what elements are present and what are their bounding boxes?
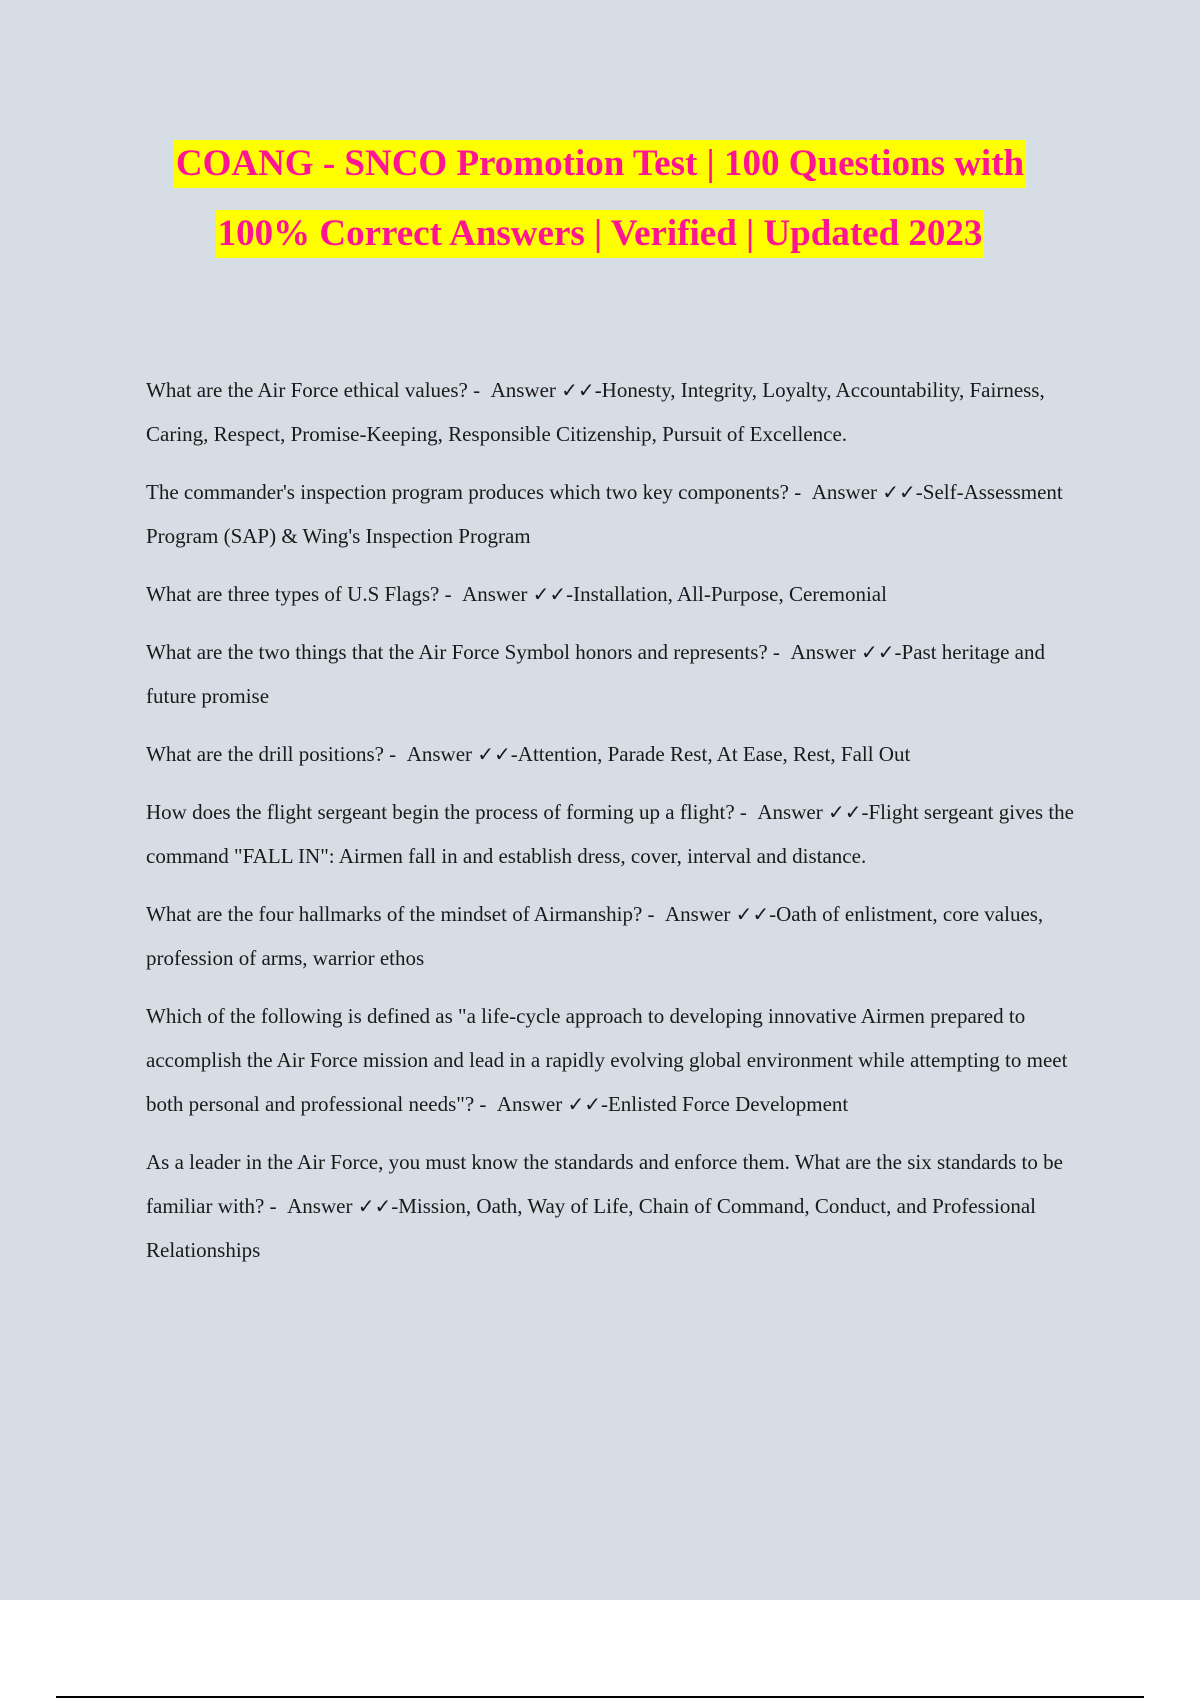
question-text: What are the drill positions? - xyxy=(146,742,402,766)
title-line-2: 100% Correct Answers | Verified | Updated 2023 xyxy=(216,210,985,258)
question-text: How does the flight sergeant begin the process of forming up a flight? - xyxy=(146,800,753,824)
answer-label: Answer xyxy=(496,1092,563,1116)
double-check-icon: ✓✓ xyxy=(861,640,895,664)
answer-label: Answer xyxy=(790,640,856,664)
double-check-icon: ✓✓ xyxy=(735,902,770,926)
qa-list xyxy=(146,368,1096,1286)
double-check-icon: ✓✓ xyxy=(532,582,567,606)
answer-label: Answer xyxy=(462,582,528,606)
answer-label: Answer xyxy=(406,742,473,766)
double-check-icon: ✓✓ xyxy=(567,1092,601,1116)
question-text: What are three types of U.S Flags? - xyxy=(146,582,457,606)
answer-text: -Flight sergeant gives the command "FALL IN": Airmen fall in and establish dress, cover, interval and distance. xyxy=(146,800,1074,868)
answer-text: -Mission, Oath, Way of Life, Chain of Command, Conduct, and Professional Relationships xyxy=(146,1194,1036,1262)
question-text: As a leader in the Air Force, you must know the standards and enforce them. What are the six standards to be familiar with? - xyxy=(146,1150,1063,1218)
question-text: The commander's inspection program produces which two key components? - xyxy=(146,480,807,504)
double-check-icon: ✓✓ xyxy=(357,1194,392,1218)
qa-item xyxy=(146,790,1096,878)
qa-item xyxy=(146,630,1096,718)
qa-item xyxy=(146,470,1096,558)
qa-item xyxy=(146,994,1096,1126)
title-line-1: COANG - SNCO Promotion Test | 100 Questions with xyxy=(174,140,1026,188)
document-title xyxy=(0,140,1200,280)
answer-text: -Attention, Parade Rest, At Ease, Rest, Fall Out xyxy=(510,742,911,766)
answer-label: Answer xyxy=(757,800,823,824)
qa-item xyxy=(146,368,1096,456)
answer-text: -Past heritage and future promise xyxy=(146,640,1045,708)
answer-text: -Installation, All-Purpose, Ceremonial xyxy=(566,582,887,606)
qa-item xyxy=(146,1140,1096,1272)
question-text: What are the four hallmarks of the mindset of Airmanship? - xyxy=(146,902,660,926)
answer-text: -Honesty, Integrity, Loyalty, Accountability, Fairness, Caring, Respect, Promise-Keeping, Responsible Citizenship, Pursuit of Excellence. xyxy=(146,378,1045,446)
question-text: Which of the following is defined as "a life-cycle approach to developing innovative Airmen prepared to accomplish the Air Force mission and lead in a rapidly evolving global environment while attempting to meet both personal and professional needs"? - xyxy=(146,1004,1068,1116)
question-text: What are the two things that the Air Force Symbol honors and represents? - xyxy=(146,640,786,664)
double-check-icon: ✓✓ xyxy=(477,742,511,766)
question-text: What are the Air Force ethical values? - xyxy=(146,378,486,402)
answer-text: -Self-Assessment Program (SAP) & Wing's Inspection Program xyxy=(146,480,1063,548)
answer-label: Answer xyxy=(287,1194,353,1218)
answer-text: -Enlisted Force Development xyxy=(600,1092,849,1116)
answer-label: Answer xyxy=(811,480,878,504)
answer-label: Answer xyxy=(665,902,731,926)
qa-item xyxy=(146,892,1096,980)
double-check-icon: ✓✓ xyxy=(561,378,595,402)
answer-text: -Oath of enlistment, core values, profession of arms, warrior ethos xyxy=(146,902,1044,970)
double-check-icon: ✓✓ xyxy=(882,480,916,504)
qa-item xyxy=(146,732,1096,776)
double-check-icon: ✓✓ xyxy=(827,800,862,824)
footer-divider xyxy=(56,1696,1144,1698)
answer-label: Answer xyxy=(490,378,556,402)
qa-item xyxy=(146,572,1096,616)
